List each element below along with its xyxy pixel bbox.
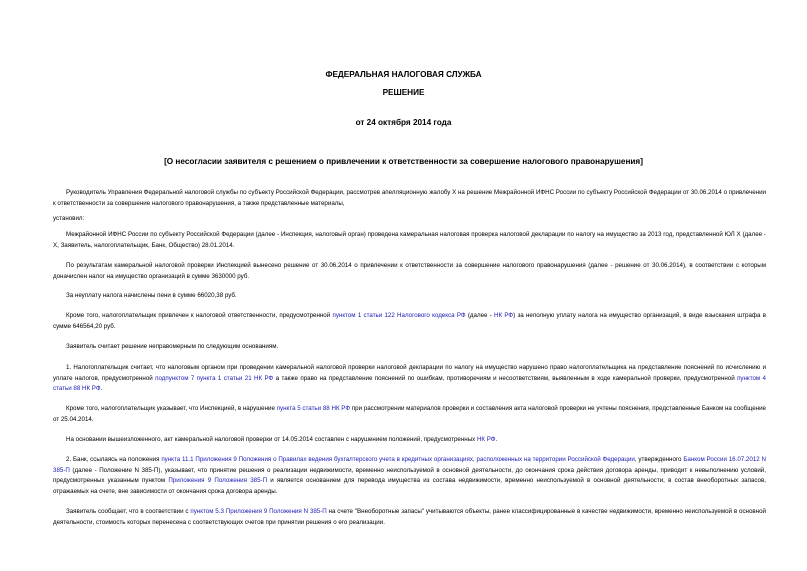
paragraph-results: По результатам камеральной налоговой проверки Инспекцией вынесено решение от 30.06.2014 о привлечении к ответственности за совершение налогового правонарушения (далее - решение от 30.06.2014), в соответствии с которым доначислен налог на имущество организаций в сумме 3630000 руб. bbox=[53, 262, 766, 280]
text-span: а также право на представление пояснений по ошибкам, противоречиям и несоответствиям, выявленным в ходе камеральной проверки, предусмотренной bbox=[273, 374, 738, 382]
paragraph-point-1 bbox=[53, 363, 766, 395]
document-date: от 24 октября 2014 года bbox=[355, 118, 452, 127]
law-link[interactable]: НК РФ bbox=[494, 312, 514, 319]
established-label: установил: bbox=[53, 215, 85, 222]
law-link[interactable]: пунктом 5.3 Приложения 9 Положения N 385-П bbox=[190, 508, 327, 515]
document-subject: [О несогласии заявителя с решением о привлечении к ответственности за совершение налогового правонарушения] bbox=[164, 157, 643, 166]
agency-title: ФЕДЕРАЛЬНАЯ НАЛОГОВАЯ СЛУЖБА bbox=[325, 70, 482, 79]
text-span: (далее - bbox=[465, 312, 495, 319]
paragraph-penalty: За неуплату налога начислены пени в сумме 66020,38 руб. bbox=[66, 292, 237, 299]
paragraph-explanations bbox=[53, 404, 766, 425]
law-link[interactable]: подпунктом 7 пункта 1 статьи 21 НК РФ bbox=[155, 374, 274, 382]
law-link[interactable]: пункта 5 статьи 88 НК РФ bbox=[276, 405, 351, 412]
paragraph-liability bbox=[53, 311, 766, 332]
law-link[interactable]: пункта 11.1 Приложения 9 Положения о Правилах ведения бухгалтерского учета в кредитных организациях, расположенных на территории Российской Федерации bbox=[161, 456, 635, 463]
paragraph-point-2 bbox=[53, 455, 766, 497]
law-link[interactable]: Банком России 16.07.2012 N 385-П bbox=[53, 456, 766, 474]
paragraph-conclusion bbox=[53, 435, 766, 446]
text-span: 1. Налогоплательщик считает, что налоговым органом при проведении камеральной налоговой проверки налоговой декларации по налогу на имущество нарушено право налогоплательщика на представление пояснений по исчислению и уплате налогов, предусмотренной bbox=[53, 364, 766, 382]
paragraph-reserves bbox=[53, 507, 766, 528]
law-link[interactable]: НК РФ bbox=[476, 436, 496, 443]
text-span: . bbox=[100, 385, 103, 392]
text-span: 2. Банк, ссылаясь на положения bbox=[66, 456, 162, 463]
text-span: (далее - Положение N 385-П), указывает, что принятие решения о реализации недвижимости, временно неиспользуемой в основной деятельности, до окончания срока действия договора аренды, приводит к невыполнению условий, предусмотренных указанным пунктом bbox=[53, 466, 766, 484]
text-span: на счете "Внеоборотные запасы" учитываются объекты, ранее классифицированные в качестве недвижимости, временно неиспользуемой в основной деятельности, стоимость которых перенесена с соответствующих счетов при принятии решения о его реализации. bbox=[53, 508, 766, 526]
law-link[interactable]: пунктом 4 статьи 88 НК РФ bbox=[53, 374, 766, 392]
document-type: РЕШЕНИЕ bbox=[382, 88, 425, 97]
text-span: при рассмотрении материалов проверки и составления акта налоговой проверки не учтены пояснения, представленные Банком на сообщение от 25.04.2014. bbox=[53, 405, 766, 423]
text-span: На основании вышеизложенного, акт камеральной налоговой проверки от 14.05.2014 составлен с нарушением положений, предусмотренных bbox=[66, 436, 477, 443]
text-span: и является основанием для перевода имущества из состава недвижимости, временно неиспользуемой в основной деятельности, в состав внеоборотных запасов, отражаемых на счете, вне зависимости от окончания срока договора аренды. bbox=[53, 477, 767, 495]
paragraph-intro: Руководитель Управления Федеральной налоговой службы по субъекту Российской Федерации, рассмотрев апелляционную жалобу X на решение Межрайонной ИФНС России по субъекту Российской Федерации от 30.06.2014 о привлечении к ответственности за совершение налогового правонарушения, а также представленные материалы, bbox=[53, 189, 766, 207]
paragraph-grounds: Заявитель считает решение неправомерным по следующим основаниям. bbox=[66, 343, 279, 350]
text-span: . bbox=[495, 436, 498, 443]
text-span: Заявитель сообщает, что в соответствии с bbox=[66, 508, 191, 515]
text-span: Кроме того, налогоплательщик указывает, что Инспекцией, в нарушение bbox=[66, 405, 277, 412]
text-span: , утвержденного bbox=[634, 456, 684, 463]
text-span: ) за неполную уплату налога на имущество организаций, в виде взыскания штрафа в сумме 646564,20 руб. bbox=[53, 312, 766, 330]
law-link[interactable]: пунктом 1 статьи 122 Налогового кодекса РФ bbox=[332, 312, 466, 319]
paragraph-inspection: Межрайонной ИФНС России по субъекту Российской Федерации (далее - Инспекция, налоговый орган) проведена камеральная налоговая проверка налоговой декларации по налогу на имущество за 2013 год, представленной ЮЛ X (далее - X, Заявитель, налогоплательщик, Банк, Общество) 28.01.2014. bbox=[53, 231, 766, 249]
law-link[interactable]: Приложения 9 Положения 385-П bbox=[168, 477, 268, 484]
text-span: Кроме того, налогоплательщик привлечен к налоговой ответственности, предусмотренной bbox=[66, 312, 333, 319]
